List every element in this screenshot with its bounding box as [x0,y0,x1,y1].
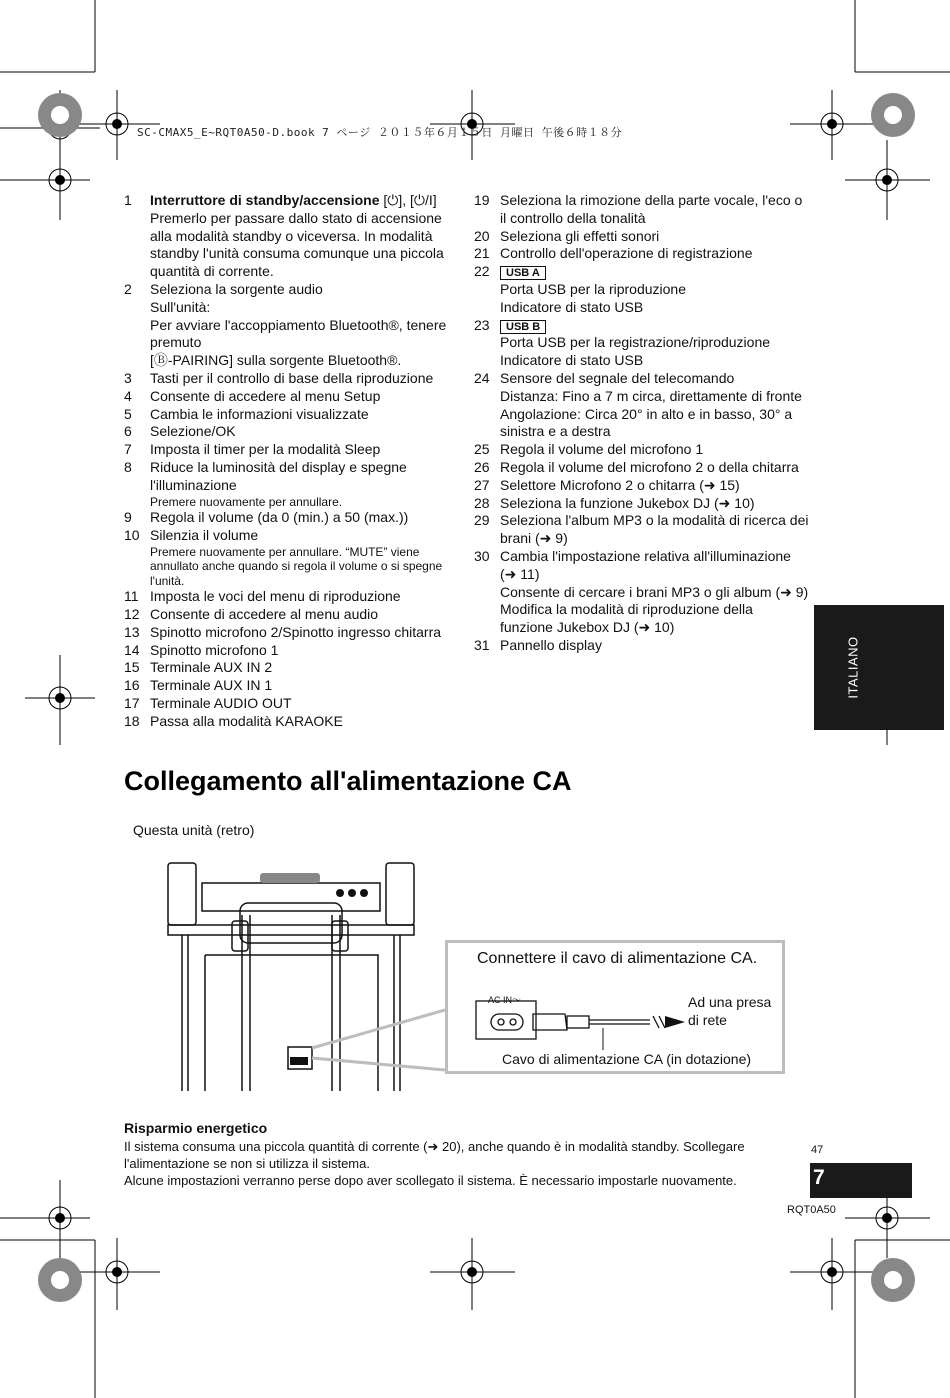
section-title: Collegamento all'alimentazione CA [124,766,572,796]
page-number: 7 [813,1166,825,1189]
list-item [474,477,809,495]
list-item [124,642,459,660]
item-title: Consente di accedere al menu Setup [150,387,381,404]
item-number: 12 [124,605,140,622]
energy-saving-paragraph-2: Alcune impostazioni verranno perse dopo aver scollegato il sistema. È necessario impostarle nuovamente. [124,1173,737,1188]
item-number: 28 [474,494,490,511]
item-title: Cambia le informazioni visualizzate [150,405,369,422]
item-number: 16 [124,677,140,694]
list-item [474,192,809,228]
item-number: 18 [124,712,140,729]
item-number: 4 [124,387,132,404]
list-item [474,245,809,263]
power-cord-label: Cavo di alimentazione CA (in dotazione) [502,1051,752,1067]
mains-outlet-label [688,993,771,1029]
item-title: Terminale AUX IN 1 [150,677,273,694]
list-item [124,281,459,370]
item-description: Distanza: Fino a 7 m circa, direttamente di fronte [500,387,802,404]
item-title: Passa alla modalità KARAOKE [150,712,343,729]
mains-outlet-line-2: di rete [688,1012,727,1028]
list-item [124,370,459,388]
item-note: Premere nuovamente per annullare. [150,494,343,509]
item-number: 17 [124,694,140,711]
list-item [474,228,809,246]
list-item [124,527,459,588]
power-cord-illustration [475,1000,695,1050]
item-number: 22 [474,263,490,280]
list-item [124,406,459,424]
item-number: 9 [124,509,132,526]
list-item [474,495,809,513]
item-title: Regola il volume del microfono 2 o della chitarra [500,458,799,475]
parts-list-left [124,192,459,731]
item-title: Seleziona l'album MP3 o la modalità di ricerca dei brani (➜ 9) [500,512,809,547]
item-number: 15 [124,659,140,676]
list-item [474,459,809,477]
unit-rear-illustration [160,855,430,1091]
item-description: Consente di cercare i brani MP3 o gli album (➜ 9) [500,583,809,600]
item-number: 13 [124,623,140,640]
list-item [474,441,809,459]
item-note: Premere nuovamente per annullare. “MUTE” viene annullato anche quando si regola il volume o si spegne l'unità. [150,544,443,588]
language-tab-label: ITALIANO [845,636,861,699]
item-title: Seleziona la funzione Jukebox DJ (➜ 10) [500,494,755,511]
callout-title: Connettere il cavo di alimentazione CA. [477,950,758,967]
item-title: Selezione/OK [150,423,236,440]
item-description: Indicatore di stato USB [500,298,644,315]
item-number: 25 [474,441,490,458]
unit-rear-label: Questa unità (retro) [133,822,255,838]
list-item [124,388,459,406]
item-number: 23 [474,316,490,333]
item-title: Regola il volume (da 0 (min.) a 50 (max.)) [150,509,409,526]
ac-in-label: AC IN～ [488,995,522,1005]
list-item [474,317,809,370]
item-title: Interruttore di standby/accensione [150,192,380,208]
item-title: Imposta il timer per la modalità Sleep [150,441,381,458]
item-title: Seleziona la rimozione della parte vocale, l'eco o il controllo della tonalità [500,192,803,226]
list-item [124,713,459,731]
book-page-number: 47 [811,1144,824,1156]
list-item [124,606,459,624]
mains-outlet-line-1: Ad una presa [688,994,772,1010]
item-description: Premerlo per passare dallo stato di accensione alla modalità standby o viceversa. In modalità standby l'unità consuma comunque una piccola quantità di corrente. [150,209,444,280]
item-title: Cambia l'impostazione relativa all'illuminazione (➜ 11) [500,547,791,582]
item-number: 3 [124,369,132,386]
item-number: 5 [124,405,132,422]
energy-saving-text [124,1138,794,1189]
item-title: Controllo dell'operazione di registrazione [500,245,753,262]
document-code: RQT0A50 [787,1204,836,1216]
usb-a-badge: USB A [500,266,546,280]
item-number: 6 [124,423,132,440]
list-item [124,192,459,281]
item-number: 24 [474,369,490,386]
list-item [124,588,459,606]
item-number: 27 [474,476,490,493]
item-description: Angolazione: Circa 20° in alto e in basso, 30° a sinistra e a destra [500,405,793,440]
item-description: Indicatore di stato USB [500,352,644,369]
item-title: Terminale AUDIO OUT [150,694,292,711]
item-title: Regola il volume del microfono 1 [500,441,704,458]
item-number: 11 [124,588,139,605]
list-item [124,695,459,713]
item-number: 10 [124,526,140,543]
item-number: 2 [124,280,132,297]
item-title: Spinotto microfono 1 [150,641,279,658]
item-description: Sull'unità: [150,298,211,315]
usb-b-badge: USB B [500,320,546,334]
item-title: Spinotto microfono 2/Spinotto ingresso chitarra [150,623,442,640]
item-title: Seleziona la sorgente audio [150,280,323,297]
item-description: Modifica la modalità di riproduzione della funzione Jukebox DJ (➜ 10) [500,601,753,636]
list-item [124,441,459,459]
list-item [124,659,459,677]
list-item [124,459,459,509]
item-number: 20 [474,227,490,244]
item-title: Imposta le voci del menu di riproduzione [150,588,401,605]
item-title: Sensore del segnale del telecomando [500,369,735,386]
item-number: 26 [474,458,490,475]
item-description: Porta USB per la registrazione/riproduzione [500,334,771,351]
page-number-box [810,1163,912,1198]
item-number: 14 [124,641,140,658]
energy-saving-heading: Risparmio energetico [124,1120,268,1136]
list-item [474,637,809,655]
item-number: 19 [474,192,490,208]
item-number: 8 [124,458,132,475]
item-description: Porta USB per la riproduzione [500,280,686,297]
list-item [124,677,459,695]
book-file-header: SC-CMAX5_E~RQT0A50-D.book 7 ページ ２０１５年６月１５日 月曜日 午後６時１８分 [137,126,623,139]
item-number: 7 [124,441,132,458]
item-number: 1 [124,192,132,208]
item-title: Tasti per il controllo di base della riproduzione [150,369,434,386]
item-description: [Ⓑ-PAIRING] sulla sorgente Bluetooth®. [150,352,402,369]
item-number: 21 [474,245,490,262]
list-item [124,423,459,441]
energy-saving-paragraph-1: Il sistema consuma una piccola quantità di corrente (➜ 20), anche quando è in modalità standby. Scollegare l'alimentazione se non si utilizza il sistema. [124,1139,745,1171]
item-description: Per avviare l'accoppiamento Bluetooth®, tenere premuto [150,316,447,351]
language-tab [814,605,944,730]
item-number: 30 [474,547,490,564]
item-title: Terminale AUX IN 2 [150,659,273,676]
list-item [474,263,809,316]
item-title: Seleziona gli effetti sonori [500,227,660,244]
item-number: 29 [474,512,490,529]
parts-list-right [474,192,809,655]
item-title: Silenzia il volume [150,526,259,543]
item-number: 31 [474,636,490,653]
item-title: Consente di accedere al menu audio [150,605,379,622]
list-item [124,509,459,527]
item-title: Selettore Microfono 2 o chitarra (➜ 15) [500,476,740,493]
power-symbols: [⏻], [⏻/I] [379,192,437,208]
list-item [474,548,809,637]
item-title: Riduce la luminosità del display e spegne l'illuminazione [150,458,407,493]
list-item [124,624,459,642]
list-item [474,370,809,441]
item-title: Pannello display [500,636,602,653]
list-item [474,512,809,548]
